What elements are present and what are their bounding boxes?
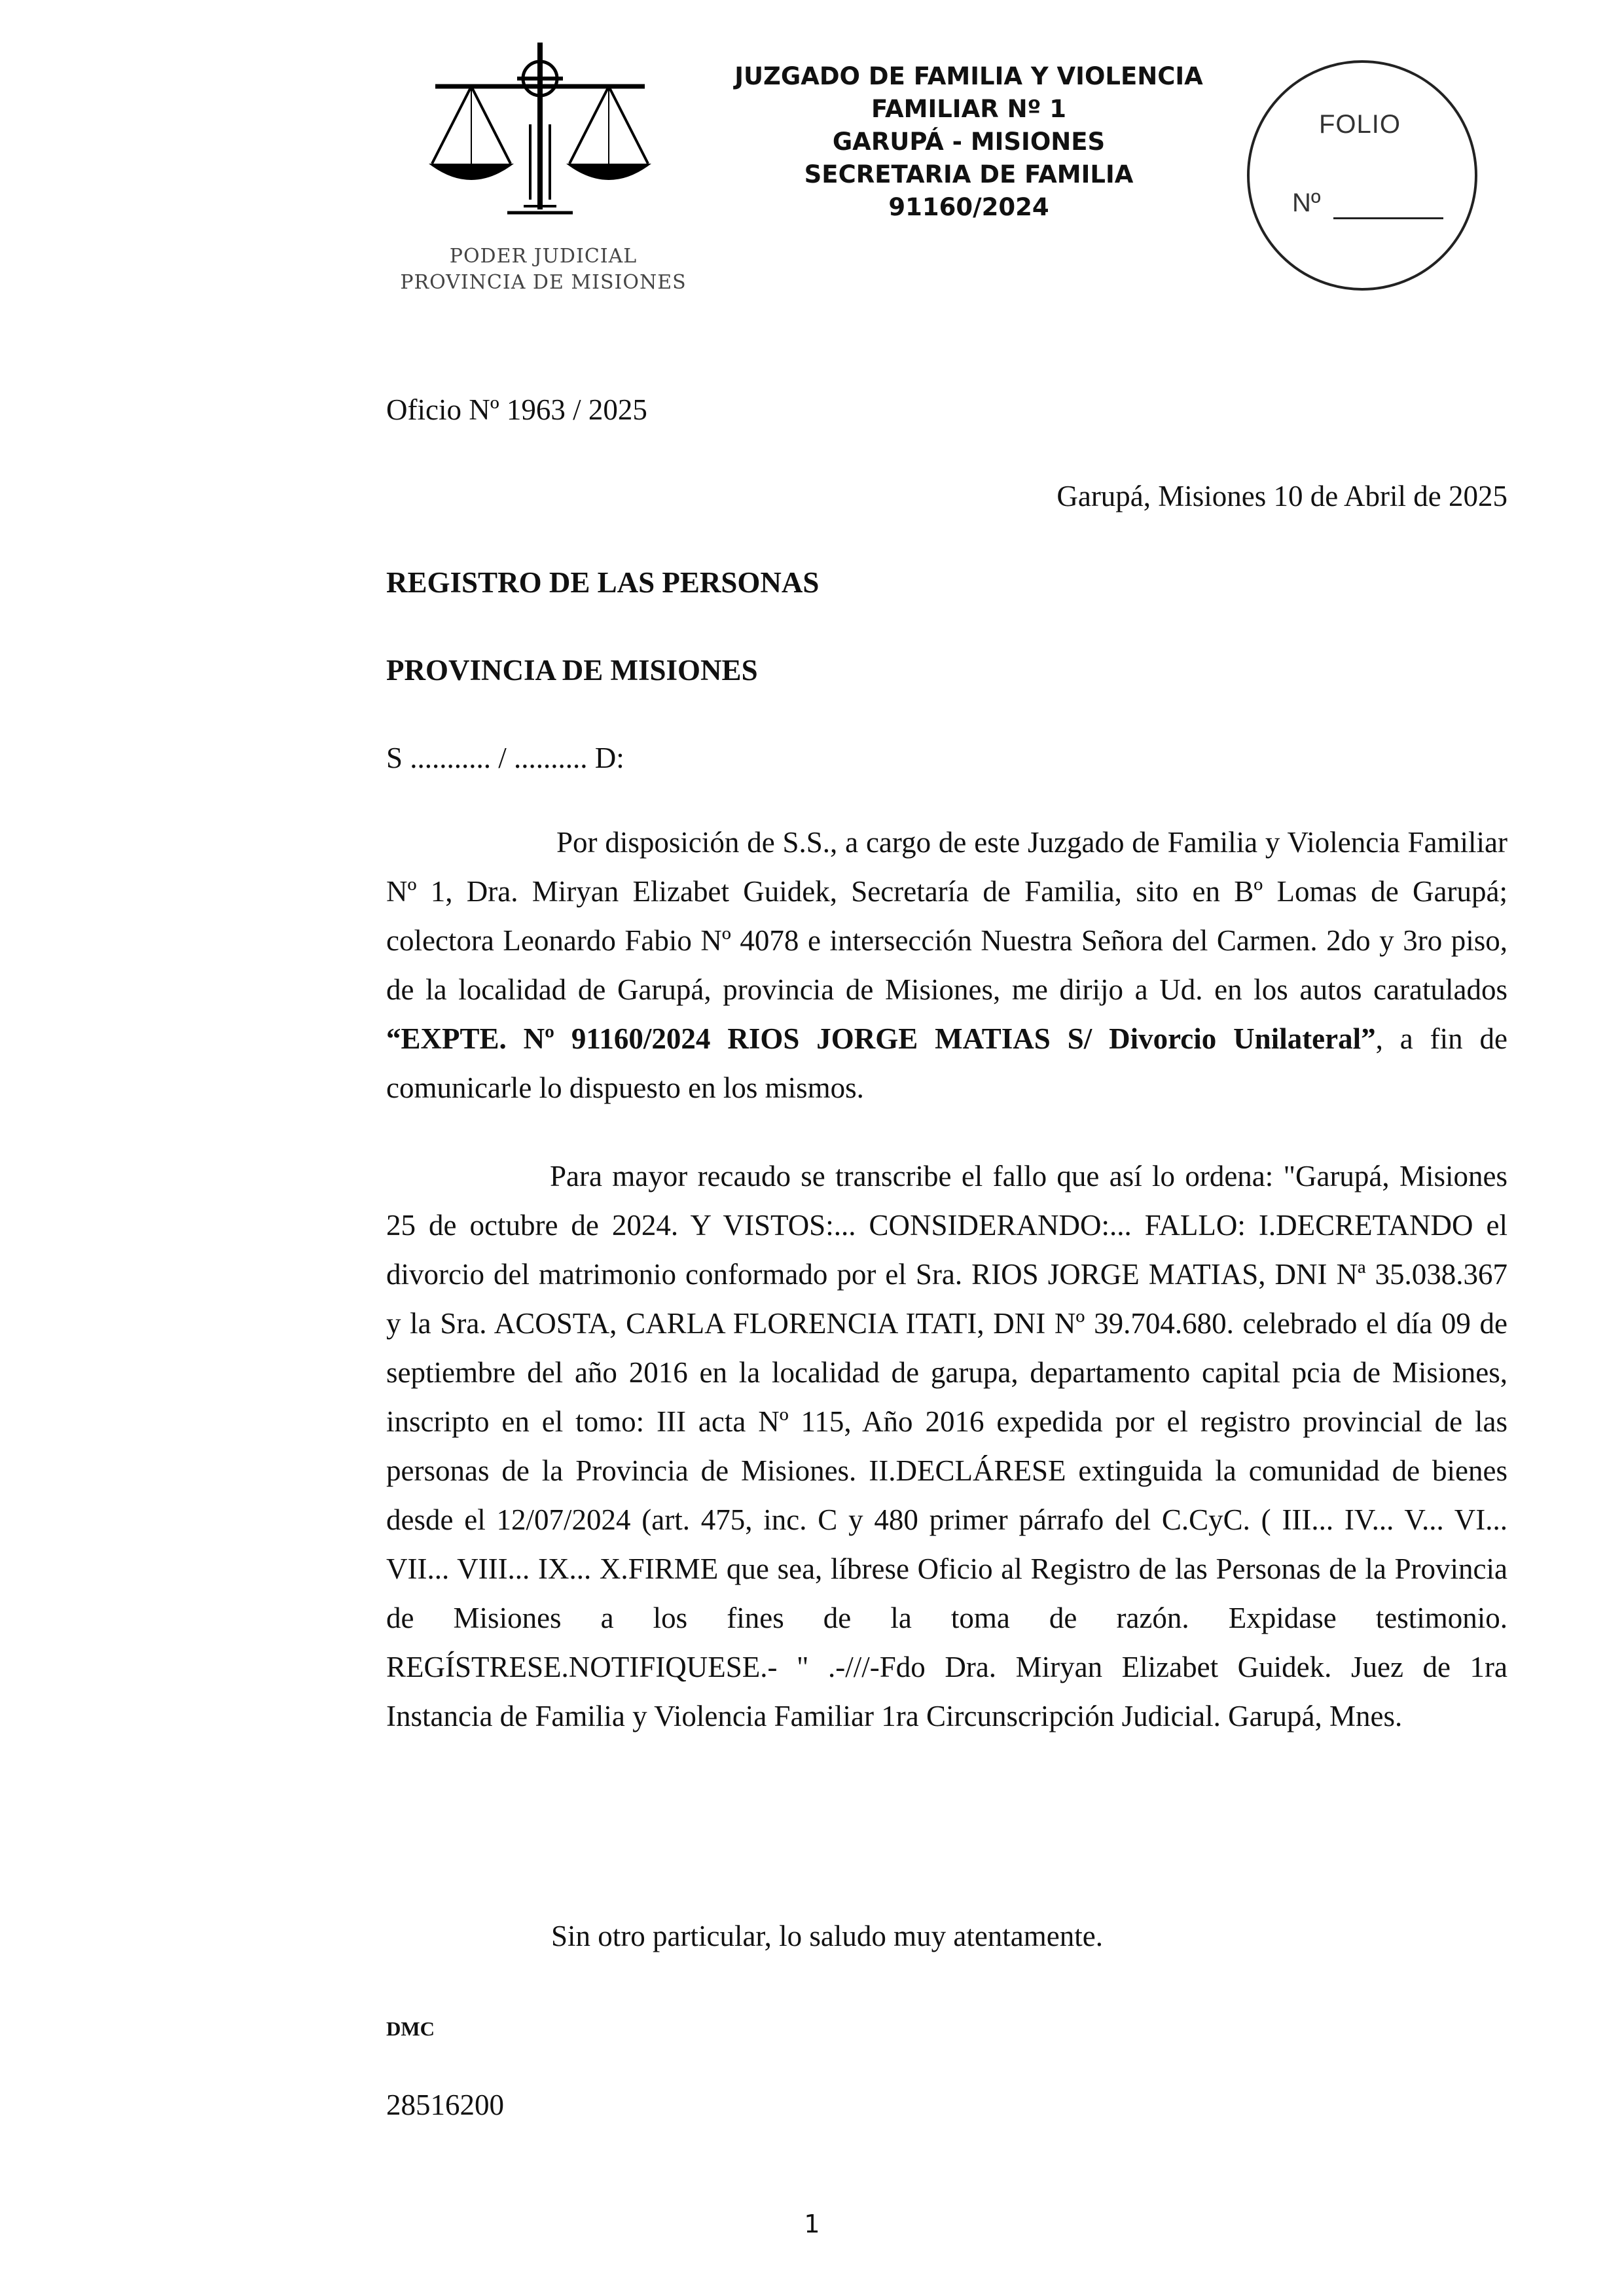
judicial-logo	[399, 39, 687, 295]
court-line-5: 91160/2024	[888, 193, 1049, 221]
paragraph-2-text: Para mayor recaudo se transcribe el fallo que así lo ordena: "Garupá, Misiones 25 de octubre de 2024. Y VISTOS:... CONSIDERANDO:... FALLO: I.DECRETANDO el divorcio del matrimonio conformado por el Sra. RIOS JORGE MATIAS, DNI Nª 35.038.367 y la Sra. ACOSTA, CARLA FLORENCIA ITATI, DNI Nº 39.704.680. celebrado el día 09 de septiembre del año 2016 en la localidad de garupa, departamento capital pcia de Misiones, inscripto en el tomo: III acta Nº 115, Año 2016 expedida por el registro provincial de las personas de la Provincia de Misiones. II.DECLÁRESE extinguida la comunidad de bienes desde el 12/07/2024 (art. 475, inc. C y 480 primer párrafo del C.CyC. ( III... IV... V... VI... VII... VIII... IX... X.FIRME que sea, líbrese Oficio al Registro de las Personas de la Provincia de Misiones a los fines de la toma de razón. Expidase testimonio. REGÍSTRESE.NOTIFIQUESE.- " .-///-Fdo Dra. Miryan Elizabet Guidek. Juez de 1ra Instancia de Familia y Violencia Familiar 1ra Circunscripción Judicial. Garupá, Mnes.	[386, 1160, 1507, 1732]
logo-text	[399, 243, 687, 296]
court-line-4: SECRETARIA DE FAMILIA	[804, 160, 1134, 188]
paragraph-1-text-a: Por disposición de S.S., a cargo de este Juzgado de Familia y Violencia Familiar Nº 1, Dra. Miryan Elizabet Guidek, Secretaría de Familia, sito en Bº Lomas de Garupá; colectora Leonardo Fabio Nº 4078 e intersección Nuestra Señora del Carmen. 2do y 3ro piso, de la localidad de Garupá, provincia de Misiones, me dirijo a Ud. en los autos caratulados	[386, 826, 1507, 1006]
folio-number-line	[1333, 217, 1443, 219]
folio-stamp	[1247, 60, 1477, 291]
paragraph-1-text-b: , a fin de comunicarle lo dispuesto en los mismos.	[386, 1022, 1507, 1104]
paragraph-1	[386, 818, 1507, 1113]
oficio-number: Oficio Nº 1963 / 2025	[386, 393, 647, 426]
closing-line: Sin otro particular, lo saludo muy atentamente.	[551, 1920, 1103, 1952]
salutation: S ........... / .......... D:	[386, 742, 624, 774]
recipient-line-1: REGISTRO DE LAS PERSONAS	[386, 566, 820, 599]
court-line-3: GARUPÁ - MISIONES	[832, 128, 1106, 156]
court-line-2: FAMILIAR Nº 1	[871, 95, 1067, 123]
court-line-1: JUZGADO DE FAMILIA Y VIOLENCIA	[734, 62, 1203, 90]
scales-of-justice-icon	[425, 39, 700, 242]
case-caption: “EXPTE. Nº 91160/2024 RIOS JORGE MATIAS S/ Divorcio Unilateral”	[386, 1022, 1376, 1055]
court-header	[681, 60, 1257, 224]
folio-label: FOLIO	[1319, 110, 1401, 139]
document-date: Garupá, Misiones 10 de Abril de 2025	[1056, 480, 1507, 512]
logo-line-1: PODER JUDICIAL	[449, 245, 638, 268]
paragraph-2	[386, 1152, 1507, 1741]
page-number: 1	[804, 2210, 820, 2238]
reference-number: 28516200	[386, 2089, 504, 2121]
recipient-line-2: PROVINCIA DE MISIONES	[386, 654, 758, 687]
logo-line-2: PROVINCIA DE MISIONES	[400, 271, 687, 294]
folio-number-label: Nº	[1292, 188, 1321, 217]
initials: DMC	[386, 2017, 435, 2040]
